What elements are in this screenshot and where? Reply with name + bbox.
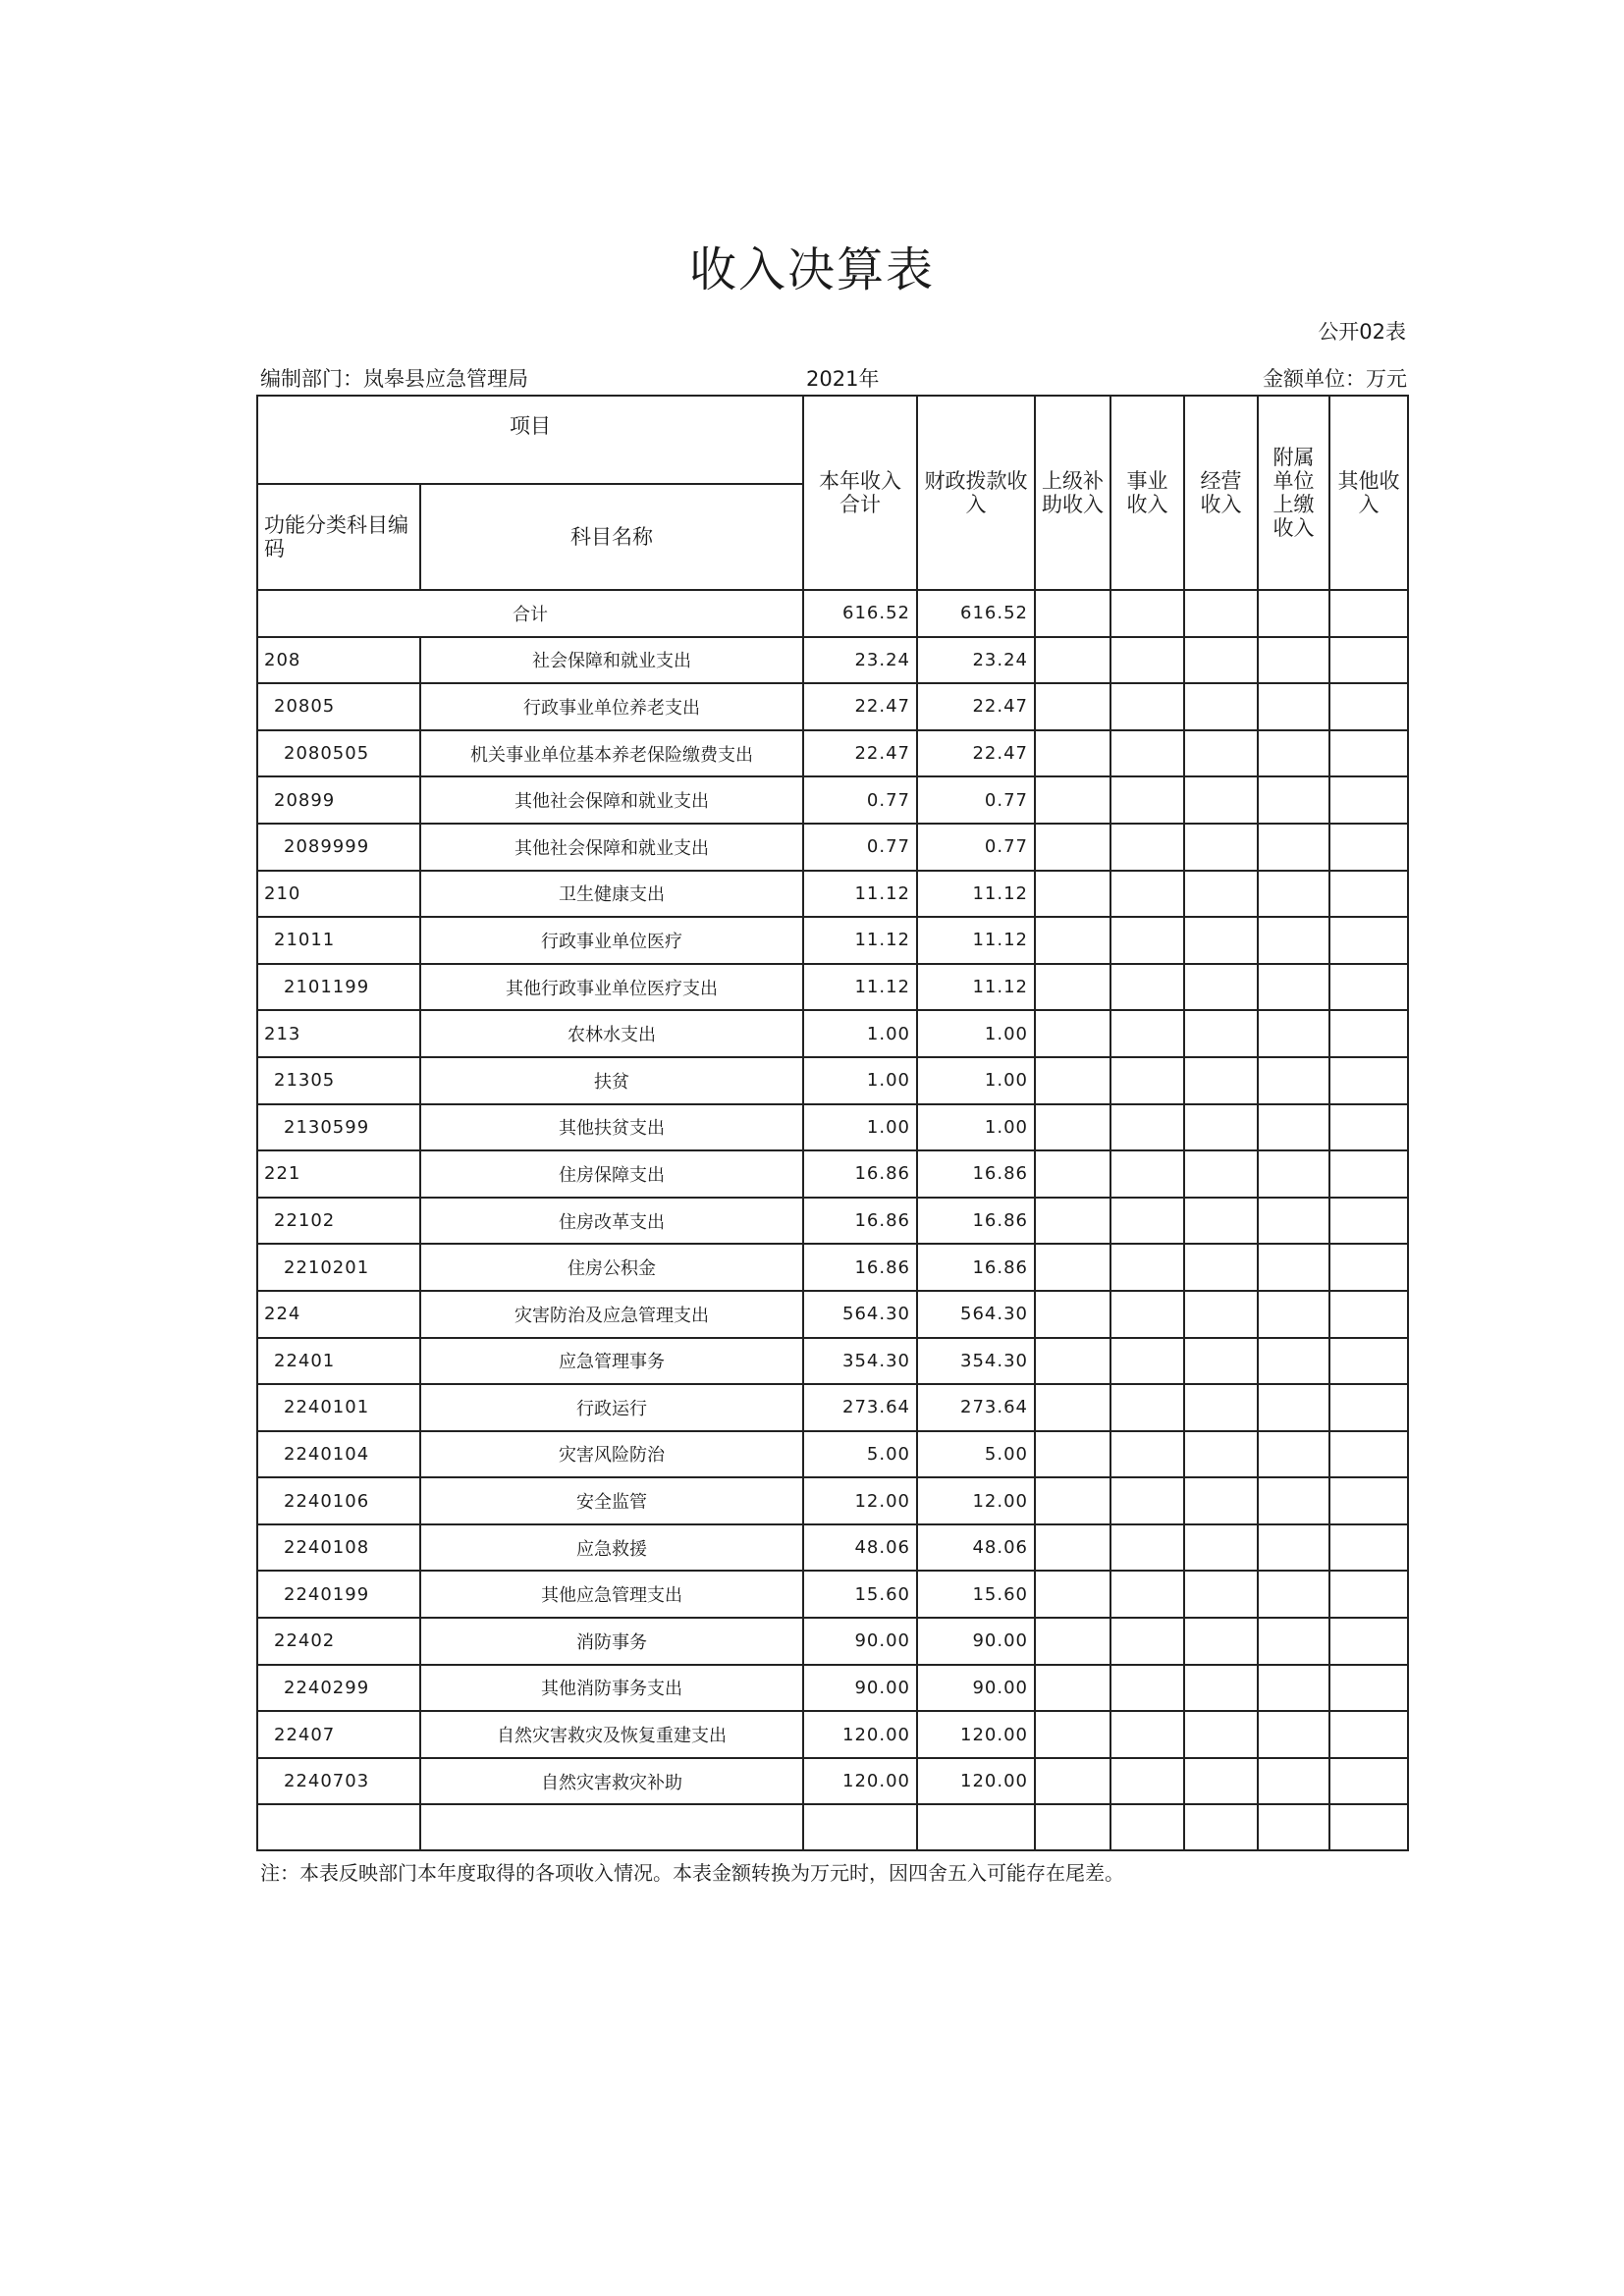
empty-cell bbox=[1329, 1711, 1408, 1758]
empty-cell bbox=[1110, 1150, 1184, 1198]
empty-cell bbox=[1258, 824, 1329, 871]
table-row bbox=[257, 1431, 1408, 1478]
empty-cell bbox=[1329, 1057, 1408, 1104]
header-affiliated: 附属单位上缴收入 bbox=[1258, 396, 1329, 590]
empty-cell bbox=[1110, 1010, 1184, 1057]
table-row bbox=[257, 1057, 1408, 1104]
empty-cell bbox=[917, 1804, 1035, 1850]
empty-cell bbox=[1035, 1758, 1110, 1805]
table-row bbox=[257, 1384, 1408, 1431]
header-business: 事业收入 bbox=[1110, 396, 1184, 590]
empty-cell bbox=[1110, 1571, 1184, 1618]
empty-cell bbox=[1329, 964, 1408, 1011]
empty-cell bbox=[1258, 776, 1329, 824]
table-row bbox=[257, 964, 1408, 1011]
row-fiscal: 48.06 bbox=[917, 1524, 1035, 1572]
empty-cell bbox=[1329, 1150, 1408, 1198]
row-fiscal: 12.00 bbox=[917, 1477, 1035, 1524]
blank-row bbox=[257, 1804, 1408, 1850]
row-code: 2240108 bbox=[257, 1524, 420, 1572]
empty-cell bbox=[1258, 1010, 1329, 1057]
row-code: 22401 bbox=[257, 1338, 420, 1385]
empty-cell bbox=[1184, 1665, 1258, 1712]
row-code: 208 bbox=[257, 637, 420, 684]
empty-cell bbox=[420, 1804, 803, 1850]
table-row bbox=[257, 1291, 1408, 1338]
empty-cell bbox=[1184, 1618, 1258, 1665]
row-fiscal: 15.60 bbox=[917, 1571, 1035, 1618]
empty-cell bbox=[1329, 776, 1408, 824]
empty-cell bbox=[1110, 917, 1184, 964]
empty-cell bbox=[1184, 590, 1258, 637]
empty-cell bbox=[1110, 1618, 1184, 1665]
row-total: 5.00 bbox=[803, 1431, 917, 1478]
row-fiscal: 273.64 bbox=[917, 1384, 1035, 1431]
empty-cell bbox=[1110, 1244, 1184, 1291]
row-code: 2101199 bbox=[257, 964, 420, 1011]
empty-cell bbox=[1110, 1384, 1184, 1431]
empty-cell bbox=[1329, 730, 1408, 777]
empty-cell bbox=[1035, 917, 1110, 964]
empty-cell bbox=[1035, 1338, 1110, 1385]
empty-cell bbox=[1184, 1104, 1258, 1151]
empty-cell bbox=[1035, 730, 1110, 777]
table-row bbox=[257, 1477, 1408, 1524]
row-total: 16.86 bbox=[803, 1244, 917, 1291]
row-name: 应急救援 bbox=[420, 1524, 803, 1572]
table-row bbox=[257, 1524, 1408, 1572]
empty-cell bbox=[1035, 1010, 1110, 1057]
empty-cell bbox=[1035, 1711, 1110, 1758]
empty-cell bbox=[1110, 964, 1184, 1011]
row-fiscal: 90.00 bbox=[917, 1665, 1035, 1712]
empty-cell bbox=[1110, 1291, 1184, 1338]
empty-cell bbox=[1329, 1618, 1408, 1665]
empty-cell bbox=[1258, 1384, 1329, 1431]
row-total: 354.30 bbox=[803, 1338, 917, 1385]
table-row bbox=[257, 683, 1408, 730]
row-fiscal: 11.12 bbox=[917, 917, 1035, 964]
row-total: 1.00 bbox=[803, 1057, 917, 1104]
table-row bbox=[257, 776, 1408, 824]
row-name: 自然灾害救灾及恢复重建支出 bbox=[420, 1711, 803, 1758]
department-label: 编制部门：岚皋县应急管理局 bbox=[260, 367, 528, 391]
row-name: 消防事务 bbox=[420, 1618, 803, 1665]
row-code: 224 bbox=[257, 1291, 420, 1338]
row-code: 213 bbox=[257, 1010, 420, 1057]
row-name: 灾害防治及应急管理支出 bbox=[420, 1291, 803, 1338]
empty-cell bbox=[1184, 776, 1258, 824]
row-name: 灾害风险防治 bbox=[420, 1431, 803, 1478]
empty-cell bbox=[1035, 1571, 1110, 1618]
empty-cell bbox=[1258, 1758, 1329, 1805]
empty-cell bbox=[1258, 1665, 1329, 1712]
empty-cell bbox=[1110, 1665, 1184, 1712]
row-name: 住房保障支出 bbox=[420, 1150, 803, 1198]
row-name: 机关事业单位基本养老保险缴费支出 bbox=[420, 730, 803, 777]
row-code: 20899 bbox=[257, 776, 420, 824]
header-code: 功能分类科目编码 bbox=[257, 484, 420, 590]
empty-cell bbox=[1184, 1010, 1258, 1057]
row-code: 21011 bbox=[257, 917, 420, 964]
empty-cell bbox=[1110, 1104, 1184, 1151]
total-label: 合计 bbox=[257, 590, 803, 637]
total-row bbox=[257, 590, 1408, 637]
table-row bbox=[257, 1571, 1408, 1618]
header-name: 科目名称 bbox=[420, 484, 803, 590]
empty-cell bbox=[1184, 964, 1258, 1011]
empty-cell bbox=[1035, 637, 1110, 684]
row-fiscal: 120.00 bbox=[917, 1758, 1035, 1805]
row-total: 273.64 bbox=[803, 1384, 917, 1431]
row-fiscal: 16.86 bbox=[917, 1198, 1035, 1245]
empty-cell bbox=[1258, 964, 1329, 1011]
empty-cell bbox=[1035, 1804, 1110, 1850]
row-fiscal: 22.47 bbox=[917, 683, 1035, 730]
empty-cell bbox=[1329, 1524, 1408, 1572]
empty-cell bbox=[1035, 964, 1110, 1011]
row-fiscal: 0.77 bbox=[917, 824, 1035, 871]
row-fiscal: 354.30 bbox=[917, 1338, 1035, 1385]
empty-cell bbox=[1258, 917, 1329, 964]
empty-cell bbox=[1329, 1477, 1408, 1524]
empty-cell bbox=[1035, 871, 1110, 918]
row-code: 20805 bbox=[257, 683, 420, 730]
empty-cell bbox=[1258, 871, 1329, 918]
row-code: 221 bbox=[257, 1150, 420, 1198]
table-row bbox=[257, 917, 1408, 964]
table-row bbox=[257, 1665, 1408, 1712]
unit-label: 金额单位：万元 bbox=[1263, 367, 1407, 391]
empty-cell bbox=[1184, 1384, 1258, 1431]
table-row bbox=[257, 824, 1408, 871]
empty-cell bbox=[1184, 1804, 1258, 1850]
empty-cell bbox=[1258, 683, 1329, 730]
row-code: 2080505 bbox=[257, 730, 420, 777]
table-row bbox=[257, 1198, 1408, 1245]
row-code: 2130599 bbox=[257, 1104, 420, 1151]
row-code: 2240106 bbox=[257, 1477, 420, 1524]
empty-cell bbox=[1035, 824, 1110, 871]
row-total: 120.00 bbox=[803, 1758, 917, 1805]
empty-cell bbox=[1329, 1198, 1408, 1245]
empty-cell bbox=[1184, 1571, 1258, 1618]
empty-cell bbox=[1258, 1477, 1329, 1524]
empty-cell bbox=[1329, 1431, 1408, 1478]
empty-cell bbox=[1184, 917, 1258, 964]
table-row bbox=[257, 1618, 1408, 1665]
row-fiscal: 1.00 bbox=[917, 1057, 1035, 1104]
row-code: 2240104 bbox=[257, 1431, 420, 1478]
row-code: 2240199 bbox=[257, 1571, 420, 1618]
empty-cell bbox=[1110, 1524, 1184, 1572]
table-row bbox=[257, 637, 1408, 684]
empty-cell bbox=[1110, 1057, 1184, 1104]
table-row bbox=[257, 730, 1408, 777]
row-total: 23.24 bbox=[803, 637, 917, 684]
row-name: 住房改革支出 bbox=[420, 1198, 803, 1245]
empty-cell bbox=[1258, 730, 1329, 777]
empty-cell bbox=[1110, 1758, 1184, 1805]
row-code: 2240101 bbox=[257, 1384, 420, 1431]
empty-cell bbox=[1258, 637, 1329, 684]
empty-cell bbox=[1258, 1524, 1329, 1572]
empty-cell bbox=[1035, 1244, 1110, 1291]
empty-cell bbox=[1110, 730, 1184, 777]
row-name: 行政事业单位医疗 bbox=[420, 917, 803, 964]
row-total: 120.00 bbox=[803, 1711, 917, 1758]
row-code: 22402 bbox=[257, 1618, 420, 1665]
row-name: 行政事业单位养老支出 bbox=[420, 683, 803, 730]
page-title: 收入决算表 bbox=[688, 242, 935, 297]
empty-cell bbox=[1035, 1057, 1110, 1104]
total-fiscal-value: 616.52 bbox=[917, 590, 1035, 637]
row-total: 15.60 bbox=[803, 1571, 917, 1618]
row-total: 1.00 bbox=[803, 1010, 917, 1057]
header-superior: 上级补助收入 bbox=[1035, 396, 1110, 590]
empty-cell bbox=[1110, 871, 1184, 918]
empty-cell bbox=[1329, 1010, 1408, 1057]
empty-cell bbox=[1035, 1150, 1110, 1198]
row-code: 2210201 bbox=[257, 1244, 420, 1291]
empty-cell bbox=[1258, 1338, 1329, 1385]
empty-cell bbox=[1258, 1291, 1329, 1338]
empty-cell bbox=[1258, 1244, 1329, 1291]
empty-cell bbox=[1329, 1384, 1408, 1431]
table-row bbox=[257, 871, 1408, 918]
row-name: 应急管理事务 bbox=[420, 1338, 803, 1385]
header-total: 本年收入合计 bbox=[803, 396, 917, 590]
empty-cell bbox=[1329, 1665, 1408, 1712]
empty-cell bbox=[1184, 1711, 1258, 1758]
empty-cell bbox=[1184, 1758, 1258, 1805]
header-item: 项目 bbox=[257, 396, 803, 484]
empty-cell bbox=[1110, 1431, 1184, 1478]
empty-cell bbox=[1258, 1150, 1329, 1198]
table-row bbox=[257, 1338, 1408, 1385]
empty-cell bbox=[1184, 1477, 1258, 1524]
empty-cell bbox=[1329, 1571, 1408, 1618]
empty-cell bbox=[1110, 683, 1184, 730]
empty-cell bbox=[1184, 1057, 1258, 1104]
row-total: 16.86 bbox=[803, 1150, 917, 1198]
empty-cell bbox=[1035, 1198, 1110, 1245]
row-name: 其他社会保障和就业支出 bbox=[420, 776, 803, 824]
row-fiscal: 22.47 bbox=[917, 730, 1035, 777]
row-total: 16.86 bbox=[803, 1198, 917, 1245]
row-name: 行政运行 bbox=[420, 1384, 803, 1431]
empty-cell bbox=[1258, 1057, 1329, 1104]
empty-cell bbox=[1110, 1711, 1184, 1758]
row-fiscal: 23.24 bbox=[917, 637, 1035, 684]
row-total: 11.12 bbox=[803, 964, 917, 1011]
table-body bbox=[257, 590, 1408, 1850]
table-row bbox=[257, 1758, 1408, 1805]
row-fiscal: 1.00 bbox=[917, 1104, 1035, 1151]
empty-cell bbox=[1258, 1571, 1329, 1618]
empty-cell bbox=[257, 1804, 420, 1850]
empty-cell bbox=[1035, 1431, 1110, 1478]
table-row bbox=[257, 1150, 1408, 1198]
header-operating: 经营收入 bbox=[1184, 396, 1258, 590]
empty-cell bbox=[1184, 1291, 1258, 1338]
table-row bbox=[257, 1244, 1408, 1291]
row-total: 48.06 bbox=[803, 1524, 917, 1572]
empty-cell bbox=[1258, 1431, 1329, 1478]
empty-cell bbox=[1035, 1524, 1110, 1572]
empty-cell bbox=[1184, 637, 1258, 684]
empty-cell bbox=[1329, 1804, 1408, 1850]
empty-cell bbox=[1329, 683, 1408, 730]
row-name: 住房公积金 bbox=[420, 1244, 803, 1291]
empty-cell bbox=[1329, 871, 1408, 918]
row-fiscal: 1.00 bbox=[917, 1010, 1035, 1057]
row-name: 其他扶贫支出 bbox=[420, 1104, 803, 1151]
empty-cell bbox=[1184, 1431, 1258, 1478]
empty-cell bbox=[1329, 1244, 1408, 1291]
meta-row bbox=[260, 363, 1407, 393]
empty-cell bbox=[1258, 1804, 1329, 1850]
row-fiscal: 5.00 bbox=[917, 1431, 1035, 1478]
row-total: 90.00 bbox=[803, 1665, 917, 1712]
table-row bbox=[257, 1711, 1408, 1758]
row-name: 农林水支出 bbox=[420, 1010, 803, 1057]
row-total: 0.77 bbox=[803, 824, 917, 871]
empty-cell bbox=[1329, 917, 1408, 964]
empty-cell bbox=[1258, 1618, 1329, 1665]
row-name: 其他消防事务支出 bbox=[420, 1665, 803, 1712]
empty-cell bbox=[1035, 1291, 1110, 1338]
empty-cell bbox=[1184, 683, 1258, 730]
empty-cell bbox=[1035, 1477, 1110, 1524]
empty-cell bbox=[1035, 1104, 1110, 1151]
empty-cell bbox=[1035, 683, 1110, 730]
row-fiscal: 11.12 bbox=[917, 964, 1035, 1011]
row-name: 社会保障和就业支出 bbox=[420, 637, 803, 684]
empty-cell bbox=[1110, 824, 1184, 871]
form-code: 公开02表 bbox=[1318, 320, 1406, 344]
row-total: 564.30 bbox=[803, 1291, 917, 1338]
empty-cell bbox=[1258, 1198, 1329, 1245]
empty-cell bbox=[1035, 1618, 1110, 1665]
empty-cell bbox=[1329, 637, 1408, 684]
row-total: 1.00 bbox=[803, 1104, 917, 1151]
empty-cell bbox=[1184, 824, 1258, 871]
empty-cell bbox=[1184, 871, 1258, 918]
empty-cell bbox=[1258, 590, 1329, 637]
row-fiscal: 0.77 bbox=[917, 776, 1035, 824]
total-value: 616.52 bbox=[803, 590, 917, 637]
row-name: 卫生健康支出 bbox=[420, 871, 803, 918]
row-name: 自然灾害救灾补助 bbox=[420, 1758, 803, 1805]
row-total: 22.47 bbox=[803, 730, 917, 777]
row-fiscal: 564.30 bbox=[917, 1291, 1035, 1338]
empty-cell bbox=[1110, 1477, 1184, 1524]
row-name: 其他社会保障和就业支出 bbox=[420, 824, 803, 871]
table-row bbox=[257, 1010, 1408, 1057]
footnote: 注：本表反映部门本年度取得的各项收入情况。本表金额转换为万元时，因四舍五入可能存在尾差。 bbox=[260, 1861, 1124, 1885]
row-total: 22.47 bbox=[803, 683, 917, 730]
header-fiscal: 财政拨款收入 bbox=[917, 396, 1035, 590]
row-fiscal: 16.86 bbox=[917, 1244, 1035, 1291]
empty-cell bbox=[1110, 590, 1184, 637]
empty-cell bbox=[1035, 776, 1110, 824]
row-name: 其他应急管理支出 bbox=[420, 1571, 803, 1618]
empty-cell bbox=[1329, 590, 1408, 637]
row-code: 210 bbox=[257, 871, 420, 918]
empty-cell bbox=[1110, 1338, 1184, 1385]
empty-cell bbox=[1184, 730, 1258, 777]
empty-cell bbox=[1329, 1291, 1408, 1338]
empty-cell bbox=[1184, 1198, 1258, 1245]
empty-cell bbox=[1110, 1804, 1184, 1850]
row-fiscal: 11.12 bbox=[917, 871, 1035, 918]
row-name: 扶贫 bbox=[420, 1057, 803, 1104]
table-row bbox=[257, 1104, 1408, 1151]
empty-cell bbox=[1329, 1104, 1408, 1151]
empty-cell bbox=[1184, 1244, 1258, 1291]
row-total: 12.00 bbox=[803, 1477, 917, 1524]
empty-cell bbox=[1329, 1758, 1408, 1805]
empty-cell bbox=[1258, 1711, 1329, 1758]
income-table bbox=[256, 395, 1409, 1851]
empty-cell bbox=[1329, 824, 1408, 871]
row-code: 2240703 bbox=[257, 1758, 420, 1805]
empty-cell bbox=[1035, 590, 1110, 637]
empty-cell bbox=[1110, 637, 1184, 684]
empty-cell bbox=[1110, 1198, 1184, 1245]
year-label: 2021年 bbox=[806, 367, 880, 391]
empty-cell bbox=[1258, 1104, 1329, 1151]
empty-cell bbox=[1184, 1338, 1258, 1385]
row-fiscal: 16.86 bbox=[917, 1150, 1035, 1198]
empty-cell bbox=[803, 1804, 917, 1850]
empty-cell bbox=[1110, 776, 1184, 824]
row-fiscal: 120.00 bbox=[917, 1711, 1035, 1758]
empty-cell bbox=[1184, 1150, 1258, 1198]
row-total: 0.77 bbox=[803, 776, 917, 824]
header-other: 其他收入 bbox=[1329, 396, 1408, 590]
row-name: 其他行政事业单位医疗支出 bbox=[420, 964, 803, 1011]
row-fiscal: 90.00 bbox=[917, 1618, 1035, 1665]
row-code: 22407 bbox=[257, 1711, 420, 1758]
row-code: 21305 bbox=[257, 1057, 420, 1104]
row-code: 22102 bbox=[257, 1198, 420, 1245]
empty-cell bbox=[1035, 1665, 1110, 1712]
row-total: 11.12 bbox=[803, 871, 917, 918]
row-code: 2240299 bbox=[257, 1665, 420, 1712]
empty-cell bbox=[1184, 1524, 1258, 1572]
empty-cell bbox=[1329, 1338, 1408, 1385]
row-total: 90.00 bbox=[803, 1618, 917, 1665]
empty-cell bbox=[1035, 1384, 1110, 1431]
row-name: 安全监管 bbox=[420, 1477, 803, 1524]
row-code: 2089999 bbox=[257, 824, 420, 871]
row-total: 11.12 bbox=[803, 917, 917, 964]
